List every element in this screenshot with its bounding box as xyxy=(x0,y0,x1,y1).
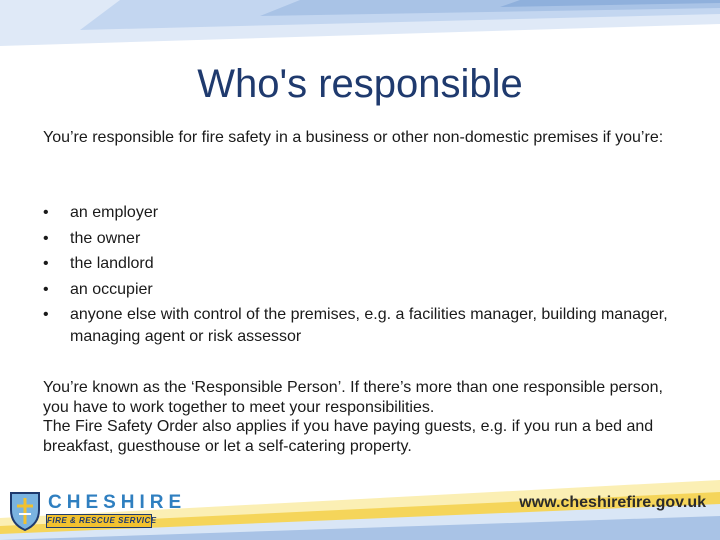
logo-subtitle: FIRE & RESCUE SERVICE xyxy=(46,514,152,528)
bullet-marker: • xyxy=(43,255,49,272)
website-url[interactable]: www.cheshirefire.gov.uk xyxy=(519,494,706,511)
list-item: • anyone else with control of the premises, e.g. a facilities manager, building manager, managing agent or risk assessor xyxy=(43,302,693,350)
bullet-marker: • xyxy=(43,204,49,221)
bullet-marker: • xyxy=(43,306,49,323)
list-item: • an employer xyxy=(43,200,693,226)
logo-name: CHESHIRE xyxy=(48,492,187,513)
list-item: • an occupier xyxy=(43,277,693,303)
shield-icon xyxy=(8,490,42,532)
responsible-person-paragraph: You’re known as the ‘Responsible Person’. If there’s more than one responsible person, you have to work together to meet your responsibilities. xyxy=(43,379,663,416)
fire-safety-order-paragraph: The Fire Safety Order also applies if you have paying guests, e.g. if you run a bed and breakfast, guesthouse or let a self-catering property. xyxy=(43,418,654,455)
intro-paragraph: You’re responsible for fire safety in a business or other non-domestic premises if you’re: xyxy=(43,129,664,146)
bullet-marker: • xyxy=(43,229,49,247)
header-stripes xyxy=(0,0,720,52)
cheshire-fire-logo xyxy=(6,490,187,532)
list-item: • the owner xyxy=(43,226,693,252)
slide-title: Who's responsible xyxy=(197,62,523,106)
responsible-list xyxy=(43,200,693,350)
list-item: • the landlord xyxy=(43,251,693,277)
bullet-marker: • xyxy=(43,280,49,298)
